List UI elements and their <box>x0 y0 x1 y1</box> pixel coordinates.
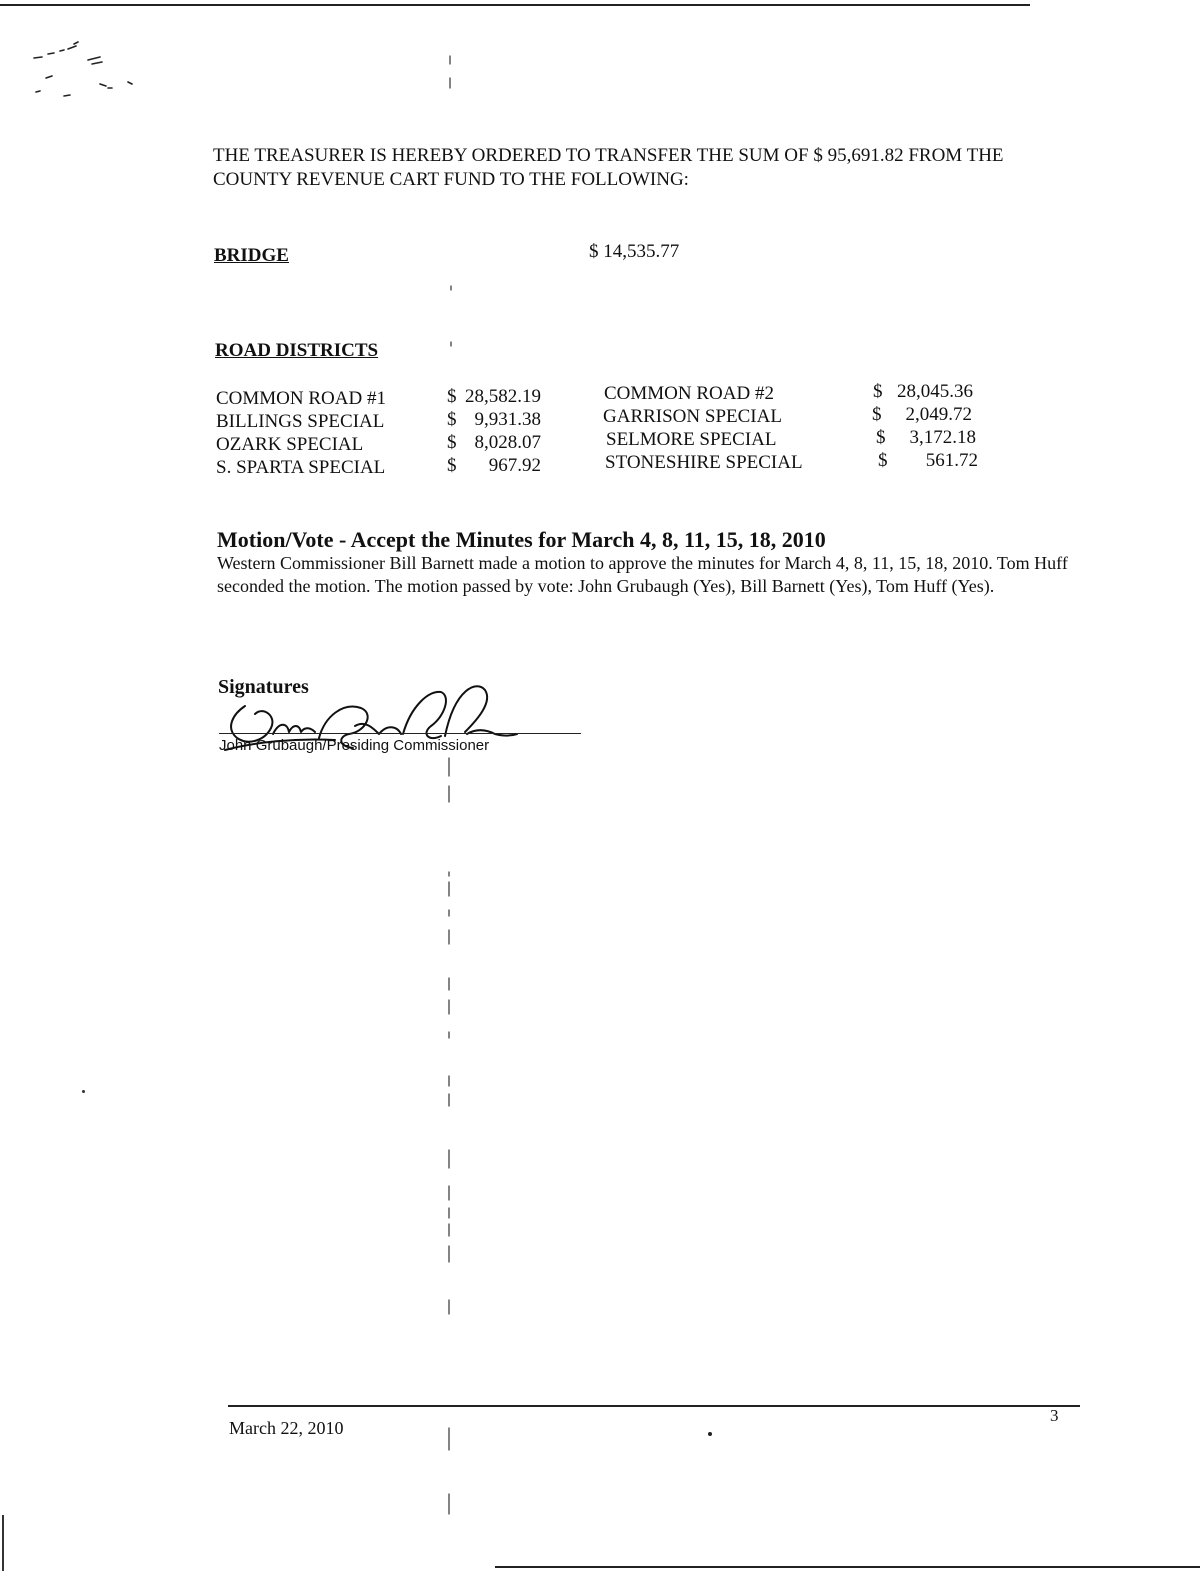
footer-date: March 22, 2010 <box>229 1418 344 1438</box>
road-district-amount <box>872 404 972 426</box>
amount-value: 3,172.18 <box>909 427 976 448</box>
road-district-amount <box>447 386 541 408</box>
signature-line <box>219 733 581 734</box>
road-district-amount <box>447 409 541 431</box>
page-number: 3 <box>1050 1406 1059 1425</box>
footer-rule <box>228 1405 1080 1407</box>
road-district-label: STONESHIRE SPECIAL <box>605 452 803 473</box>
road-district-label: COMMON ROAD #2 <box>604 383 774 404</box>
road-district-label: BILLINGS SPECIAL <box>216 411 385 432</box>
road-district-label: SELMORE SPECIAL <box>606 429 777 450</box>
top-scan-edge <box>0 4 1030 6</box>
road-district-amount <box>878 450 978 472</box>
motion-body: Western Commissioner Bill Barnett made a motion to approve the minutes for March 4, 8, 11, 15, 18, 2010. Tom Huff seconded the motion. The motion passed by vote: John Grubaugh (Yes), Bill Barnett (Yes), Tom Huff (Yes). <box>217 553 1068 596</box>
road-district-label: S. SPARTA SPECIAL <box>216 457 386 478</box>
motion-heading: Motion/Vote - Accept the Minutes for March 4, 8, 11, 15, 18, 2010 <box>217 527 826 552</box>
bottom-scan-edge <box>495 1566 1200 1568</box>
left-scan-edge <box>2 1515 4 1571</box>
road-district-amount <box>447 432 541 454</box>
signatures-heading: Signatures <box>218 676 309 698</box>
road-districts-heading: ROAD DISTRICTS <box>215 340 379 361</box>
transfer-order-text: THE TREASURER IS HEREBY ORDERED TO TRANSFER THE SUM OF $ 95,691.82 FROM THE COUNTY REVENUE CART FUND TO THE FOLLOWING: <box>213 145 1004 190</box>
road-district-label: OZARK SPECIAL <box>216 434 364 455</box>
road-district-label: COMMON ROAD #1 <box>216 388 386 409</box>
dollar-sign: $ <box>873 381 883 402</box>
amount-value: 2,049.72 <box>905 404 972 425</box>
amount-value: 8,028.07 <box>474 432 541 453</box>
amount-value: 9,931.38 <box>474 409 541 430</box>
road-district-amount <box>876 427 976 449</box>
dollar-sign: $ <box>447 455 457 476</box>
dollar-sign: $ <box>876 427 886 448</box>
scan-specks <box>30 40 140 105</box>
dollar-sign: $ <box>878 450 888 471</box>
dollar-sign: $ <box>447 386 457 407</box>
scan-speck <box>708 1432 712 1436</box>
amount-value: 28,045.36 <box>897 381 973 402</box>
dollar-sign: $ <box>872 404 882 425</box>
scan-speck <box>82 1090 85 1093</box>
amount-value: 28,582.19 <box>465 386 541 407</box>
road-district-amount <box>447 455 541 477</box>
dollar-sign: $ <box>447 409 457 430</box>
signature-caption: John Grubaugh/Presiding Commissioner <box>219 737 490 754</box>
road-district-label: GARRISON SPECIAL <box>603 406 782 427</box>
amount-value: 561.72 <box>925 450 978 471</box>
scan-dash-marks <box>448 50 462 1520</box>
dollar-sign: $ <box>447 432 457 453</box>
bridge-amount: $ 14,535.77 <box>589 241 680 262</box>
bridge-label: BRIDGE <box>214 245 289 266</box>
amount-value: 967.92 <box>488 455 541 476</box>
road-district-amount <box>873 381 973 403</box>
